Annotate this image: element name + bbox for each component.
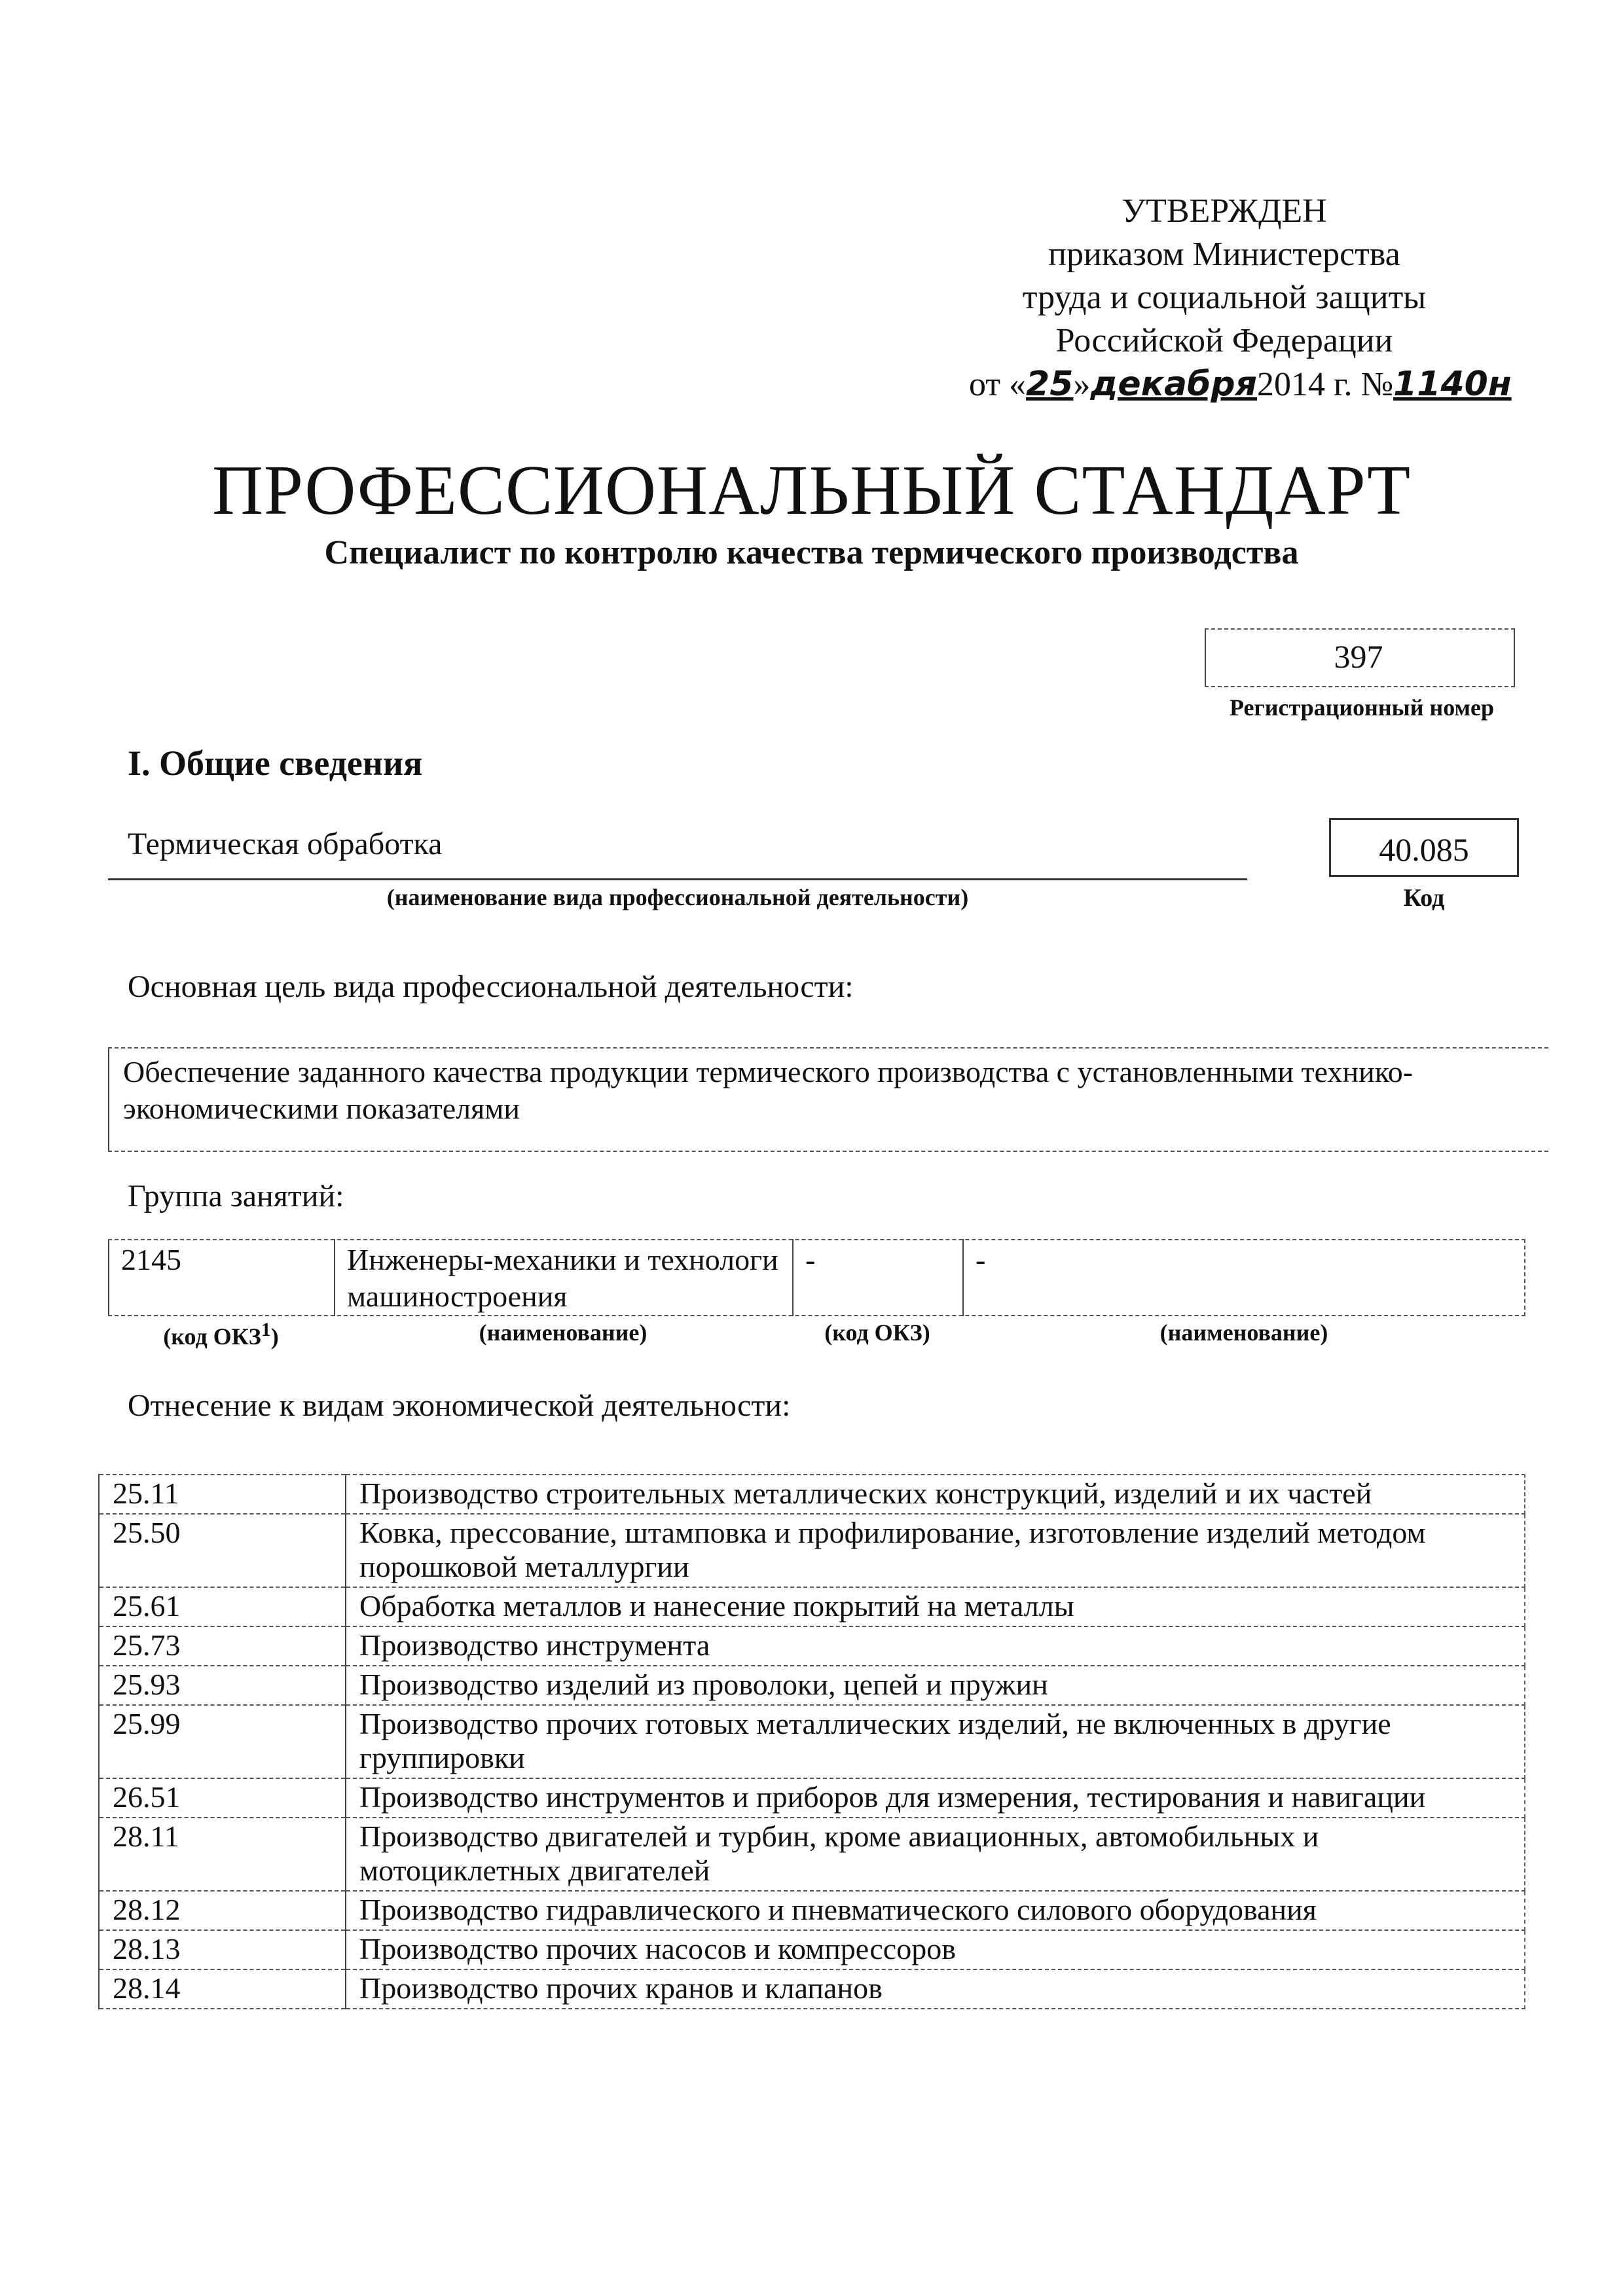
okved-code: 25.11	[99, 1475, 346, 1514]
date-year: 2014 г. №	[1257, 366, 1394, 403]
table-row	[99, 1969, 1525, 2009]
date-mid: »	[1073, 366, 1091, 403]
okved-name: Производство инструментов и приборов для измерения, тестирования и навигации	[346, 1778, 1525, 1818]
okved-code: 25.99	[99, 1705, 346, 1778]
purpose-label: Основная цель вида профессиональной деятельности:	[128, 969, 854, 1004]
okved-name: Производство строительных металлических конструкций, изделий и их частей	[346, 1475, 1525, 1514]
okz-code-2: -	[792, 1239, 962, 1316]
purpose-text: Обеспечение заданного качества продукции термического производства с установленными технико-экономическими показателями	[123, 1055, 1413, 1125]
caption-okz-code-2: (код ОКЗ)	[824, 1319, 930, 1346]
activity-caption: (наименование вида профессиональной деятельности)	[386, 884, 969, 910]
handwritten-day: 25	[1026, 365, 1074, 404]
table-row	[99, 1514, 1525, 1587]
economic-activities-label: Отнесение к видам экономической деятельности:	[128, 1388, 791, 1423]
date-prefix: от «	[969, 366, 1027, 403]
okved-name: Производство гидравлического и пневматического силового оборудования	[346, 1891, 1525, 1930]
caption-okz-code-1	[108, 1319, 334, 1350]
table-row	[99, 1778, 1525, 1818]
okved-code: 28.11	[99, 1818, 346, 1891]
okved-name: Производство изделий из проволоки, цепей и пружин	[346, 1666, 1525, 1705]
okved-name: Ковка, прессование, штамповка и профилирование, изготовление изделий методом порошковой металлургии	[346, 1514, 1525, 1587]
okved-code: 25.73	[99, 1626, 346, 1666]
okved-name: Производство двигателей и турбин, кроме авиационных, автомобильных и мотоциклетных двигателей	[346, 1818, 1525, 1891]
section-heading: I. Общие сведения	[128, 744, 423, 783]
okz-name-2: -	[962, 1239, 1525, 1316]
okz-code-1: 2145	[108, 1239, 334, 1316]
caption-okz-name-2: (наименование)	[1159, 1319, 1328, 1346]
caption-okz-code-1-text: (код ОКЗ	[163, 1323, 261, 1350]
table-row	[99, 1475, 1525, 1514]
caption-okz-name-1: (наименование)	[479, 1319, 647, 1346]
economic-activities-table	[98, 1474, 1525, 2009]
occupation-group-label: Группа занятий:	[128, 1179, 344, 1213]
approval-line-3: труда и социальной защиты	[1022, 279, 1427, 316]
footnote-marker: 1	[261, 1319, 271, 1340]
activity-code-caption: Код	[1403, 884, 1445, 912]
caption-okz-code-1-end: )	[270, 1323, 279, 1350]
table-row	[99, 1587, 1525, 1626]
okved-code: 25.50	[99, 1514, 346, 1587]
table-row	[99, 1891, 1525, 1930]
registration-caption: Регистрационный номер	[1229, 694, 1495, 721]
okved-code: 28.14	[99, 1969, 346, 2009]
handwritten-month: декабря	[1090, 365, 1257, 404]
okved-name: Обработка металлов и нанесение покрытий на металлы	[346, 1587, 1525, 1626]
activity-code: 40.085	[1329, 818, 1519, 877]
document-subtitle: Специалист по контролю качества термического производства	[324, 534, 1299, 571]
table-row	[99, 1930, 1525, 1969]
activity-underline	[108, 878, 1247, 880]
okved-name: Производство прочих готовых металлических изделий, не включенных в другие группировки	[346, 1705, 1525, 1778]
okved-code: 28.13	[99, 1930, 346, 1969]
handwritten-number: 1140н	[1393, 365, 1512, 404]
document-title: ПРОФЕССИОНАЛЬНЫЙ СТАНДАРТ	[211, 452, 1412, 529]
table-row	[99, 1705, 1525, 1778]
okved-code: 28.12	[99, 1891, 346, 1930]
table-row	[99, 1818, 1525, 1891]
okved-name: Производство инструмента	[346, 1626, 1525, 1666]
okved-name: Производство прочих кранов и клапанов	[346, 1969, 1525, 2009]
okved-code: 25.61	[99, 1587, 346, 1626]
approval-line-1: УТВЕРЖДЕН	[1122, 192, 1327, 230]
approval-line-2: приказом Министерства	[1048, 236, 1400, 273]
approval-date	[969, 363, 1512, 406]
registration-number: 397	[1334, 638, 1383, 675]
activity-name: Термическая обработка	[128, 827, 443, 861]
okved-code: 25.93	[99, 1666, 346, 1705]
okz-name-1: Инженеры-механики и технологи машиностроения	[334, 1239, 792, 1316]
approval-line-4: Российской Федерации	[1055, 322, 1393, 359]
okved-name: Производство прочих насосов и компрессоров	[346, 1930, 1525, 1969]
okved-code: 26.51	[99, 1778, 346, 1818]
table-row	[99, 1626, 1525, 1666]
table-row	[99, 1666, 1525, 1705]
approval-block	[969, 190, 1512, 406]
